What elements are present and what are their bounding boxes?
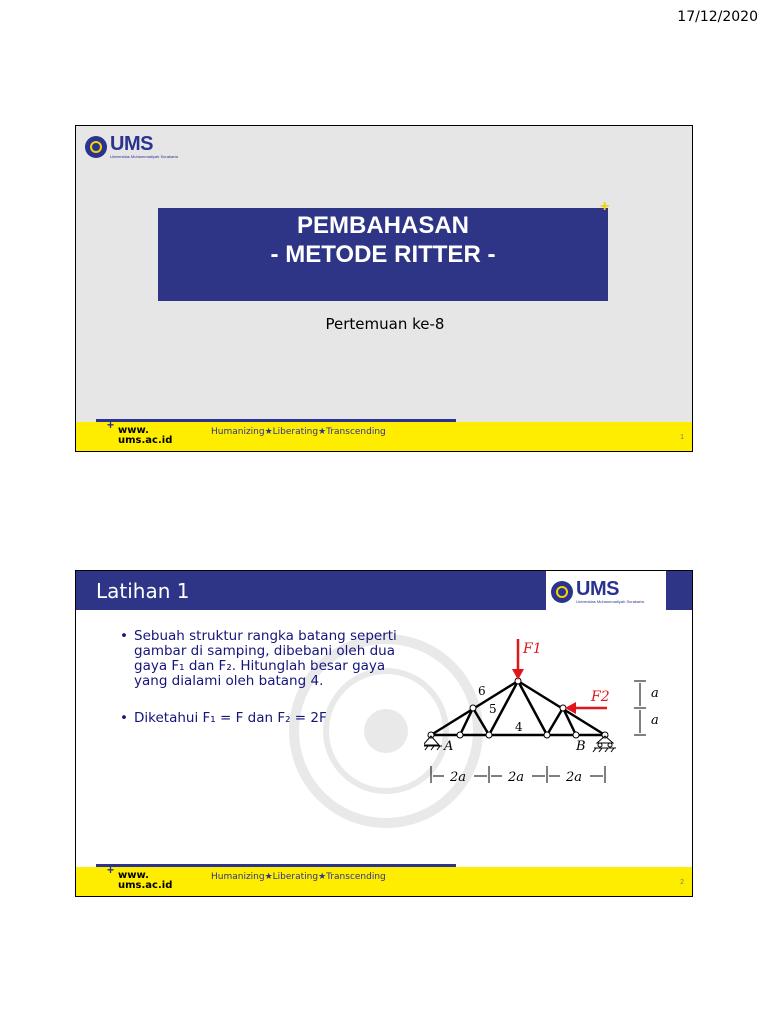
force-f2-label: F2	[591, 689, 610, 705]
dim-span-2: 2a	[508, 770, 525, 785]
slide-1	[75, 125, 693, 452]
logo-word: UMS	[576, 578, 619, 600]
footer-plus-icon: +	[107, 863, 115, 877]
slide-footer	[76, 418, 693, 451]
footer-url: www. ums.ac.id	[118, 870, 173, 891]
support-a-label: A	[444, 739, 454, 754]
force-f1-label: F1	[523, 641, 542, 657]
support-b-label: B	[576, 739, 586, 754]
slide-title: Latihan 1	[96, 579, 190, 603]
footer-url: www. ums.ac.id	[118, 425, 173, 446]
exercise-text	[120, 629, 420, 726]
page-number: 1	[680, 434, 684, 441]
member-6-label: 6	[478, 684, 486, 698]
page-number: 2	[680, 879, 684, 886]
print-date: 17/12/2020	[677, 9, 758, 25]
dim-a-lower: a	[651, 713, 659, 728]
ums-logo	[85, 134, 178, 159]
header-logo-box	[546, 571, 666, 610]
vertical-dimensions	[634, 681, 646, 735]
member-4-label: 4	[515, 720, 523, 734]
title-line-2: - METODE RITTER -	[270, 241, 496, 268]
slide-footer	[76, 863, 693, 896]
logo-subtitle: Universitas Muhammadiyah Surakarta	[576, 599, 644, 604]
logo-word: UMS	[110, 133, 153, 155]
bullet-problem: • Sebuah struktur rangka batang seperti gambar di samping, dibebani oleh dua gaya F₁ dan F₂. Hitunglah besar gaya yang dialami oleh batang 4.	[120, 629, 420, 689]
dim-span-1: 2a	[450, 770, 467, 785]
slide-subtitle: Pertemuan ke-8	[325, 315, 445, 333]
bullet-given: • Diketahui F₁ = F dan F₂ = 2F	[120, 711, 420, 726]
ums-logo	[551, 579, 644, 604]
footer-tagline: Humanizing★Liberating★Transcending	[211, 427, 386, 437]
ums-seal-icon	[551, 581, 573, 603]
dim-span-3: 2a	[566, 770, 583, 785]
logo-subtitle: Universitas Muhammadiyah Surakarta	[110, 154, 178, 159]
dim-a-upper: a	[651, 686, 659, 701]
footer-tagline: Humanizing★Liberating★Transcending	[211, 872, 386, 882]
footer-divider	[96, 864, 456, 867]
footer-plus-icon: +	[107, 418, 115, 432]
title-line-1: PEMBAHASAN	[296, 212, 469, 239]
header-bar	[76, 571, 693, 610]
footer-divider	[96, 419, 456, 422]
truss-diagram	[424, 631, 693, 791]
title-box	[158, 208, 608, 301]
slide-2	[75, 570, 693, 897]
support-a-icon	[424, 736, 442, 750]
plus-decoration-icon: +	[600, 198, 610, 215]
ums-seal-icon	[85, 136, 107, 158]
member-5-label: 5	[489, 702, 497, 716]
